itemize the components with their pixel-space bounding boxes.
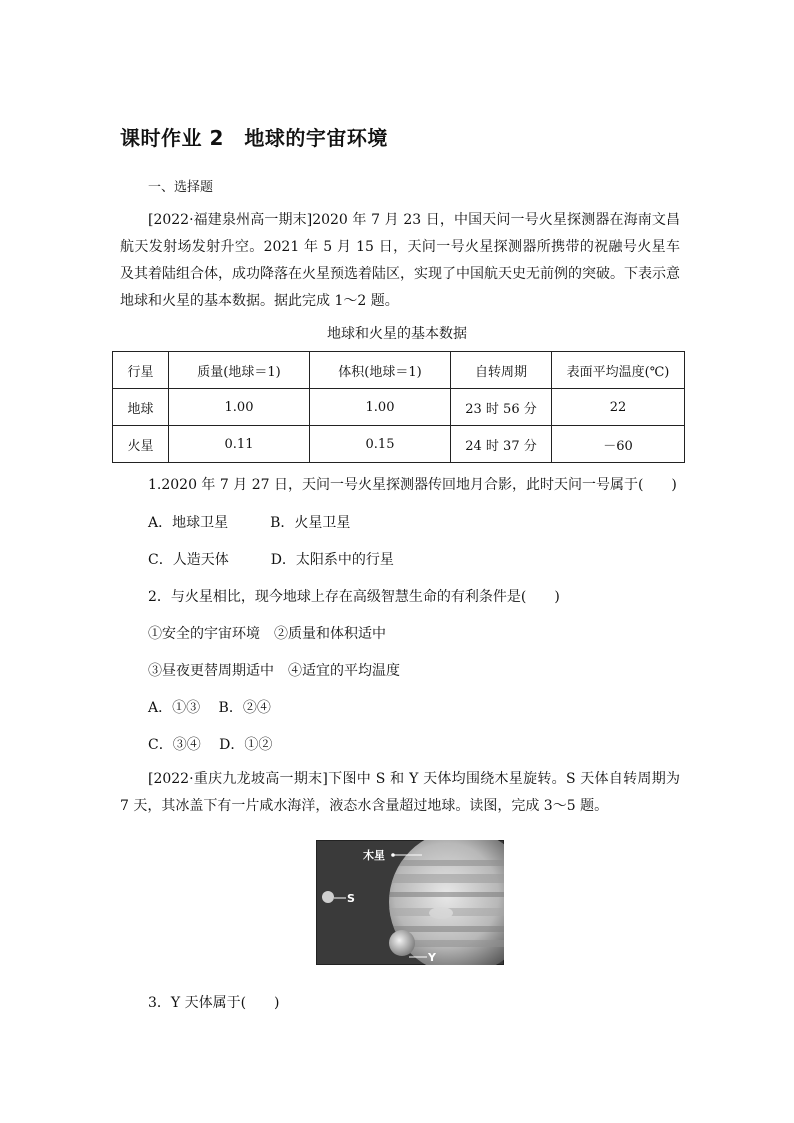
header-cell: 质量(地球＝1) (169, 352, 310, 389)
header-cell: 体积(地球＝1) (310, 352, 451, 389)
moon-y (389, 930, 415, 956)
question-2-conditions-2: ③昼夜更替周期适中 ④适宜的平均温度 (148, 663, 400, 679)
table-cell: 1.00 (310, 389, 451, 426)
table-header-row (113, 352, 685, 389)
question-2-options-cd: C．③④ D．①② (148, 737, 273, 753)
section-heading: 一、选择题 (148, 180, 214, 195)
table-row (113, 389, 685, 426)
table-cell: 0.15 (310, 426, 451, 463)
jupiter-moons-figure (316, 840, 504, 965)
planet-data-table (112, 351, 685, 463)
label-y: Y (428, 951, 436, 964)
passage-2: [2022·重庆九龙坡高一期末]下图中 S 和 Y 天体均围绕木星旋转。S 天体自转周期为 7 天，其冰盖下有一片咸水海洋，液态水含量超过地球。读图，完成 3～5 题。 (120, 771, 680, 814)
table-cell: 24 时 37 分 (451, 426, 552, 463)
question-3-stem: 3．Y 天体属于( ) (148, 995, 280, 1011)
jupiter-pointer-dot (391, 853, 395, 857)
table-cell: 23 时 56 分 (451, 389, 552, 426)
question-2-stem: 2．与火星相比，现今地球上存在高级智慧生命的有利条件是( ) (148, 589, 560, 605)
table-caption: 地球和火星的基本数据 (327, 326, 467, 342)
question-1-options-ab: A．地球卫星 B．火星卫星 (148, 515, 351, 531)
label-jupiter: 木星 (363, 849, 385, 862)
page-title: 课时作业 2 地球的宇宙环境 (120, 126, 388, 150)
header-cell: 自转周期 (451, 352, 552, 389)
header-cell: 行星 (113, 352, 169, 389)
question-1-stem: 1.2020 年 7 月 27 日，天问一号火星探测器传回地月合影，此时天问一号属于( ) (148, 477, 677, 493)
question-2-options-ab: A．①③ B．②④ (148, 700, 271, 716)
table-row (113, 426, 685, 463)
label-s: S (347, 892, 355, 905)
question-2-conditions-1: ①安全的宇宙环境 ②质量和体积适中 (148, 626, 386, 642)
table-cell: －60 (552, 426, 685, 463)
table-cell: 0.11 (169, 426, 310, 463)
table-cell: 22 (552, 389, 685, 426)
moon-s (322, 891, 334, 903)
passage-1: [2022·福建泉州高一期末]2020 年 7 月 23 日，中国天问一号火星探测器在海南文昌航天发射场发射升空。2021 年 5 月 15 日，天问一号火星探测器所携带的祝融号火星车及其着陆组合体，成功降落在火星预选着陆区，实现了中国航天史无前例的突破。下表示意地球和火星的基本数据。据此完成 1～2 题。 (120, 212, 680, 309)
table-cell: 火星 (113, 426, 169, 463)
table-cell: 1.00 (169, 389, 310, 426)
table-cell: 地球 (113, 389, 169, 426)
header-cell: 表面平均温度(℃) (552, 352, 685, 389)
question-1-options-cd: C．人造天体 D．太阳系中的行星 (148, 552, 394, 568)
